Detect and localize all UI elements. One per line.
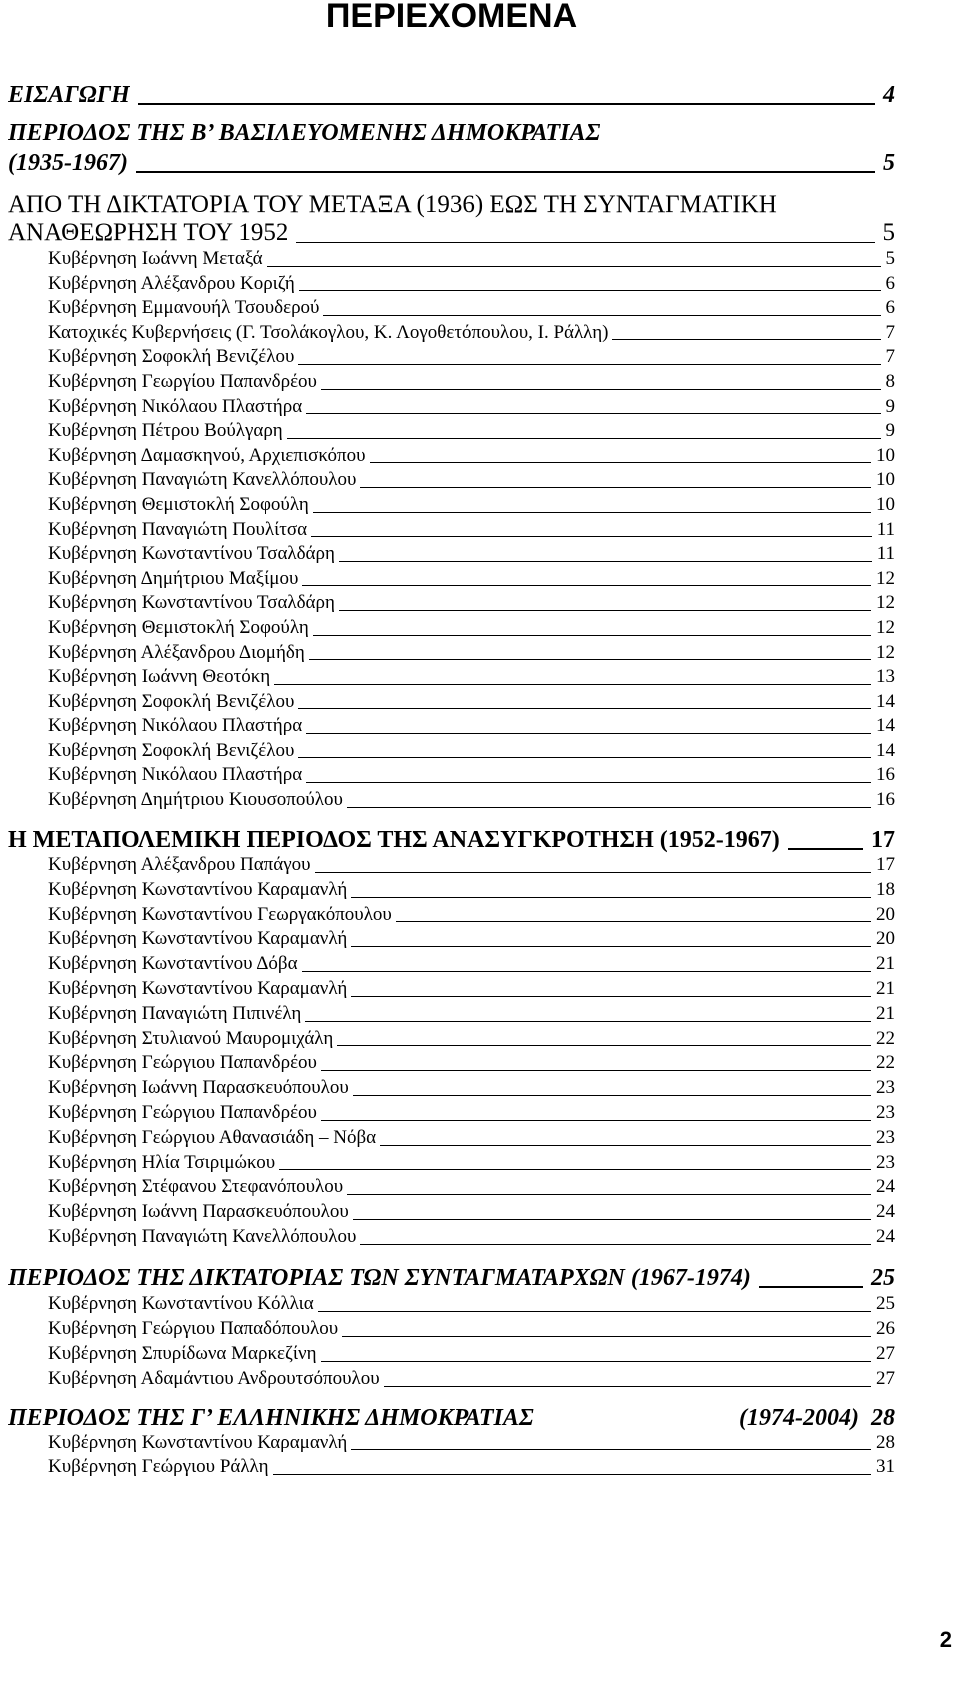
toc-entry-title: Κυβέρνηση Θεμιστοκλή Σοφούλη xyxy=(48,616,309,638)
toc-entry-title: Κυβέρνηση Κωνσταντίνου Τσαλδάρη xyxy=(48,543,335,565)
toc-entry xyxy=(8,1027,895,1052)
section-date-range: (1974-2004) xyxy=(739,1405,859,1431)
section-page-number: 25 xyxy=(871,1265,895,1291)
leader-line xyxy=(273,1474,871,1475)
section-heading-text: ΠΕΡΙΟΔΟΣ ΤΗΣ Γ’ ΕΛΛΗΝΙΚΗΣ ΔΗΜΟΚΡΑΤΙΑΣ xyxy=(8,1405,534,1431)
toc-entry xyxy=(8,1431,895,1455)
toc-entry-page: 9 xyxy=(885,420,895,442)
toc-entry-page: 6 xyxy=(885,272,895,294)
toc-entry xyxy=(8,1200,895,1225)
toc-entry-title: Κυβέρνηση Κωνσταντίνου Καραμανλή xyxy=(48,878,348,900)
toc-entry-title: Κυβέρνηση Αλέξανδρου Παπάγου xyxy=(48,854,311,875)
toc-section xyxy=(8,191,895,813)
leader-line xyxy=(337,1045,871,1046)
toc-entry-page: 16 xyxy=(876,764,895,786)
section-page-number: 5 xyxy=(883,150,895,176)
toc-entry xyxy=(8,444,895,469)
section-heading-row xyxy=(8,1264,895,1292)
toc-entry xyxy=(8,952,895,977)
section-heading-row xyxy=(8,827,895,853)
leader-line xyxy=(351,1449,871,1450)
toc-entry xyxy=(8,1051,895,1076)
toc-entry xyxy=(8,616,895,641)
section-page-number: 4 xyxy=(883,82,895,108)
toc-entry-page: 12 xyxy=(876,567,895,589)
section-heading-text: ΑΝΑΘΕΩΡΗΣΗ ΤΟΥ 1952 xyxy=(8,219,289,246)
toc-entry-page: 14 xyxy=(876,739,895,761)
toc-entry xyxy=(8,665,895,690)
toc-entry xyxy=(8,272,895,297)
toc-entry-title: Κυβέρνηση Κωνσταντίνου Καραμανλή xyxy=(48,1431,348,1453)
toc-entry-title: Κυβέρνηση Νικόλαου Πλαστήρα xyxy=(48,395,303,417)
toc-entry xyxy=(8,591,895,616)
toc-entry xyxy=(8,1151,895,1176)
toc-entry-page: 27 xyxy=(876,1342,895,1364)
toc-entry xyxy=(8,1292,895,1317)
toc-entry xyxy=(8,1367,895,1392)
leader-line xyxy=(339,610,871,611)
leader-line xyxy=(342,1336,871,1337)
leader-line xyxy=(274,684,871,685)
toc-entry-page: 10 xyxy=(876,469,895,491)
leader-line xyxy=(380,1145,871,1146)
leader-line xyxy=(302,971,871,972)
section-heading-row xyxy=(8,148,895,178)
toc-entry-page: 25 xyxy=(876,1292,895,1314)
toc-entry-page: 22 xyxy=(876,1027,895,1049)
leader-line xyxy=(296,242,874,243)
toc-entry xyxy=(8,1126,895,1151)
toc-entry xyxy=(8,247,895,272)
leader-line xyxy=(351,996,871,997)
toc-entry-page: 21 xyxy=(876,977,895,999)
leader-line xyxy=(353,1219,871,1220)
toc-entry-title: Κυβέρνηση Σοφοκλή Βενιζέλου xyxy=(48,346,295,368)
toc-entry-page: 9 xyxy=(885,395,895,417)
toc-entry-page: 13 xyxy=(876,666,895,688)
toc-entry-title: Κυβέρνηση Δημήτριου Μαξίμου xyxy=(48,567,299,589)
toc-entry xyxy=(8,714,895,739)
toc-entry-title: Κυβέρνηση Κωνσταντίνου Δόβα xyxy=(48,953,298,975)
leader-line xyxy=(347,807,871,808)
leader-line xyxy=(339,561,872,562)
toc-entry xyxy=(8,977,895,1002)
leader-line xyxy=(313,635,871,636)
toc-entry xyxy=(8,567,895,592)
section-heading-row xyxy=(8,1405,895,1431)
leader-line xyxy=(298,757,871,758)
section-heading-text: Η ΜΕΤΑΠΟΛΕΜΙΚΗ ΠΕΡΙΟΔΟΣ ΤΗΣ ΑΝΑΣΥΓΚΡΟΤΗΣΗ (1952-1967) xyxy=(8,827,780,853)
toc-section xyxy=(8,118,895,178)
toc-entry-page: 27 xyxy=(876,1367,895,1389)
section-heading-text: ΠΕΡΙΟΔΟΣ ΤΗΣ Β’ ΒΑΣΙΛΕΥΟΜΕΝΗΣ ΔΗΜΟΚΡΑΤΙΑΣ xyxy=(8,120,601,146)
leader-line xyxy=(360,1244,871,1245)
toc-entry-title: Κυβέρνηση Αλέξανδρου Διομήδη xyxy=(48,641,305,663)
toc-entry-page: 18 xyxy=(876,878,895,900)
toc-entry-page: 23 xyxy=(876,1126,895,1148)
toc-entry-page: 16 xyxy=(876,789,895,811)
section-page-number: 28 xyxy=(871,1405,895,1431)
leader-line xyxy=(321,1361,871,1362)
toc-entry-title: Κυβέρνηση Παναγιώτη Κανελλόπουλου xyxy=(48,469,357,491)
leader-line xyxy=(279,1169,871,1170)
toc-entry-title: Κυβέρνηση Ιωάννη Παρασκευόπουλου xyxy=(48,1201,349,1223)
section-heading-row xyxy=(8,118,895,148)
section-page-number: 5 xyxy=(882,219,895,246)
toc-entry xyxy=(8,518,895,543)
leader-line xyxy=(287,438,881,439)
leader-line xyxy=(136,171,875,173)
toc-entry-title: Κυβέρνηση Παναγιώτη Πιπινέλη xyxy=(48,1002,302,1024)
toc-entry-page: 12 xyxy=(876,641,895,663)
toc-entry-page: 21 xyxy=(876,1002,895,1024)
toc-entry-title: Κυβέρνηση Πέτρου Βούλγαρη xyxy=(48,420,283,442)
section-heading-row xyxy=(8,80,895,110)
leader-line xyxy=(323,315,880,316)
toc-entry-page: 11 xyxy=(876,543,895,565)
leader-line xyxy=(318,1311,871,1312)
toc-entry-page: 20 xyxy=(876,903,895,925)
toc-entry xyxy=(8,853,895,878)
toc-entry-page: 17 xyxy=(876,854,895,875)
toc-entry-page: 12 xyxy=(876,616,895,638)
toc-entry-title: Κυβέρνηση Παναγιώτη Κανελλόπουλου xyxy=(48,1225,357,1247)
leader-line xyxy=(360,487,871,488)
leader-line xyxy=(298,364,880,365)
toc-entry-page: 11 xyxy=(876,518,895,540)
toc-entry-page: 14 xyxy=(876,690,895,712)
toc-entry-title: Κυβέρνηση Ιωάννη Μεταξά xyxy=(48,248,263,269)
toc-entry xyxy=(8,1002,895,1027)
leader-line xyxy=(267,266,881,267)
leader-line xyxy=(311,536,872,537)
toc-entry-page: 23 xyxy=(876,1077,895,1099)
toc-entry xyxy=(8,927,895,952)
toc-entry xyxy=(8,1076,895,1101)
toc-entry xyxy=(8,878,895,903)
toc-entry-page: 24 xyxy=(876,1201,895,1223)
toc-entry xyxy=(8,1342,895,1367)
toc-entry xyxy=(8,395,895,420)
toc-section xyxy=(8,1264,895,1392)
toc-entry-page: 5 xyxy=(885,248,895,269)
toc-entry-title: Κατοχικές Κυβερνήσεις (Γ. Τσολάκογλου, Κ. Λογοθετόπουλου, Ι. Ράλλη) xyxy=(48,321,609,343)
toc-entry-page: 20 xyxy=(876,928,895,950)
toc-entry-title: Κυβέρνηση Γεωργίου Παπανδρέου xyxy=(48,370,317,392)
toc-entry-title: Κυβέρνηση Κωνσταντίνου Γεωργακόπουλου xyxy=(48,903,392,925)
toc-entry-page: 8 xyxy=(885,370,895,392)
toc-entry-title: Κυβέρνηση Στυλιανού Μαυρομιχάλη xyxy=(48,1027,334,1049)
toc-entry-title: Κυβέρνηση Γεώργιου Ράλλη xyxy=(48,1456,269,1478)
toc-entry-page: 28 xyxy=(876,1431,895,1453)
toc-entry-title: Κυβέρνηση Ηλία Τσιριμώκου xyxy=(48,1151,276,1173)
toc-entry-page: 10 xyxy=(876,493,895,515)
toc-entry xyxy=(8,468,895,493)
toc-entry xyxy=(8,739,895,764)
toc-entry xyxy=(8,788,895,813)
toc-entry xyxy=(8,419,895,444)
toc-entry-title: Κυβέρνηση Αλέξανδρου Κοριζή xyxy=(48,272,295,294)
leader-line xyxy=(353,1095,871,1096)
leader-line xyxy=(396,921,871,922)
toc-entry xyxy=(8,690,895,715)
toc-entry-title: Κυβέρνηση Ιωάννη Παρασκευόπουλου xyxy=(48,1077,349,1099)
leader-line xyxy=(302,585,871,586)
toc-entry xyxy=(8,296,895,321)
toc-entry xyxy=(8,641,895,666)
toc-entry-page: 31 xyxy=(876,1456,895,1478)
toc-entry-title: Κυβέρνηση Εμμανουήλ Τσουδερού xyxy=(48,297,320,319)
toc-entry-page: 24 xyxy=(876,1176,895,1198)
section-heading-text: ΠΕΡΙΟΔΟΣ ΤΗΣ ΔΙΚΤΑΤΟΡΙΑΣ ΤΩΝ ΣΥΝΤΑΓΜΑΤΑΡΧΩΝ (1967-1974) xyxy=(8,1265,751,1291)
toc-entry xyxy=(8,1175,895,1200)
leader-line xyxy=(321,1120,871,1121)
page-title: ΠΕΡΙΕΧΟΜΕΝΑ xyxy=(325,0,578,35)
toc-entry xyxy=(8,493,895,518)
leader-line xyxy=(315,872,871,873)
toc-entry-page: 7 xyxy=(885,321,895,343)
toc-section xyxy=(8,1405,895,1480)
leader-line xyxy=(306,413,880,414)
toc-entry-title: Κυβέρνηση Στέφανου Στεφανόπουλου xyxy=(48,1176,344,1198)
toc-entry-page: 7 xyxy=(885,346,895,368)
toc-entry-title: Κυβέρνηση Γεώργιου Παπαδόπουλου xyxy=(48,1317,339,1339)
toc-entry xyxy=(8,903,895,928)
page-number: 2 xyxy=(939,1627,952,1652)
leader-line xyxy=(321,1070,871,1071)
toc-entry-title: Κυβέρνηση Κωνσταντίνου Τσαλδάρη xyxy=(48,592,335,614)
toc-entry-title: Κυβέρνηση Κωνσταντίνου Καραμανλή xyxy=(48,928,348,950)
leader-line xyxy=(306,782,871,783)
toc-entry xyxy=(8,321,895,346)
section-page-number: 17 xyxy=(871,827,895,853)
section-heading-text: ΕΙΣΑΓΩΓΗ xyxy=(8,82,130,108)
toc-entry xyxy=(8,542,895,567)
toc-entry-title: Κυβέρνηση Ιωάννη Θεοτόκη xyxy=(48,666,271,688)
toc-entry-title: Κυβέρνηση Σπυρίδωνα Μαρκεζίνη xyxy=(48,1342,317,1364)
leader-line xyxy=(321,389,881,390)
leader-line xyxy=(351,897,871,898)
toc-entry-page: 24 xyxy=(876,1225,895,1247)
toc-entry-page: 23 xyxy=(876,1151,895,1173)
toc-entry-title: Κυβέρνηση Αδαμάντιου Ανδρουτσόπουλου xyxy=(48,1367,380,1389)
toc-section xyxy=(8,827,895,1250)
toc-entry-title: Κυβέρνηση Νικόλαου Πλαστήρα xyxy=(48,715,303,737)
leader-line xyxy=(347,1194,871,1195)
leader-line xyxy=(788,848,863,850)
section-heading-text: (1935-1967) xyxy=(8,150,128,176)
toc-entry-page: 14 xyxy=(876,715,895,737)
leader-line xyxy=(370,462,871,463)
leader-line xyxy=(299,290,881,291)
leader-line xyxy=(313,512,871,513)
toc-entry xyxy=(8,1101,895,1126)
toc-entry-page: 23 xyxy=(876,1101,895,1123)
section-heading-text: ΑΠΟ ΤΗ ΔΙΚΤΑΤΟΡΙΑ ΤΟΥ ΜΕΤΑΞΑ (1936) ΕΩΣ ΤΗ ΣΥΝΤΑΓΜΑΤΙΚΗ xyxy=(8,191,777,218)
toc-section xyxy=(8,80,895,110)
toc-entry xyxy=(8,1225,895,1250)
toc-entry-title: Κυβέρνηση Γεώργιου Αθανασιάδη – Νόβα xyxy=(48,1126,377,1148)
leader-line xyxy=(612,339,880,340)
toc-entry xyxy=(8,370,895,395)
toc-entry-page: 21 xyxy=(876,953,895,975)
leader-line xyxy=(384,1386,871,1387)
toc-entry-title: Κυβέρνηση Σοφοκλή Βενιζέλου xyxy=(48,690,295,712)
toc-entry-title: Κυβέρνηση Σοφοκλή Βενιζέλου xyxy=(48,739,295,761)
toc-entry-title: Κυβέρνηση Κωνσταντίνου Καραμανλή xyxy=(48,977,348,999)
toc-entry-page: 26 xyxy=(876,1317,895,1339)
toc-entry-page: 6 xyxy=(885,297,895,319)
leader-line xyxy=(351,946,871,947)
leader-line xyxy=(759,1286,863,1288)
toc-entry xyxy=(8,345,895,370)
leader-line xyxy=(298,708,871,709)
toc-entry-title: Κυβέρνηση Δαμασκηνού, Αρχιεπισκόπου xyxy=(48,444,366,466)
toc-entry-title: Κυβέρνηση Γεώργιου Παπανδρέου xyxy=(48,1101,317,1123)
toc-entry-page: 22 xyxy=(876,1052,895,1074)
toc-entry-title: Κυβέρνηση Κωνσταντίνου Κόλλια xyxy=(48,1292,314,1314)
leader-line xyxy=(306,733,871,734)
toc-entry-title: Κυβέρνηση Δημήτριου Κιουσοπούλου xyxy=(48,789,343,811)
toc-entry-page: 10 xyxy=(876,444,895,466)
toc-entry xyxy=(8,763,895,788)
toc-entry-title: Κυβέρνηση Θεμιστοκλή Σοφούλη xyxy=(48,493,309,515)
section-heading-row xyxy=(8,219,895,247)
toc-entry-title: Κυβέρνηση Παναγιώτη Πουλίτσα xyxy=(48,518,308,540)
toc-entry xyxy=(8,1455,895,1479)
toc-entry xyxy=(8,1317,895,1342)
toc-entry-page: 12 xyxy=(876,592,895,614)
leader-line xyxy=(305,1021,871,1022)
section-heading-row xyxy=(8,191,895,219)
leader-line xyxy=(138,103,875,105)
toc-entry-title: Κυβέρνηση Νικόλαου Πλαστήρα xyxy=(48,764,303,786)
toc-entry-title: Κυβέρνηση Γεώργιου Παπανδρέου xyxy=(48,1052,317,1074)
leader-line xyxy=(309,659,871,660)
